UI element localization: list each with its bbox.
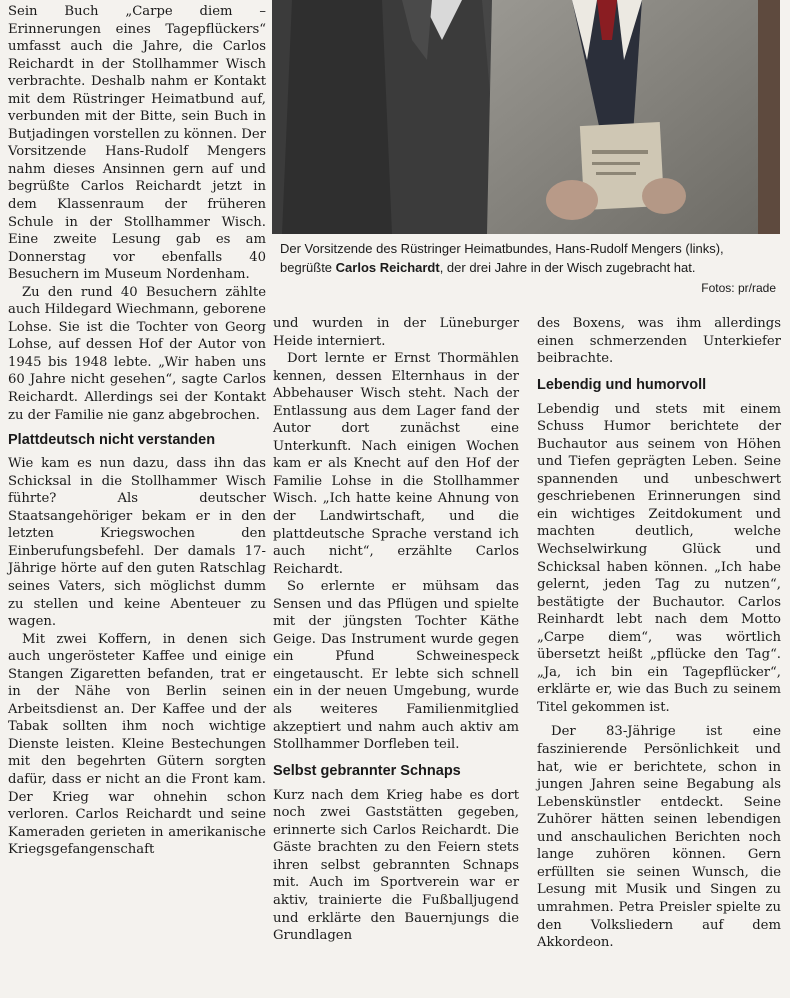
paragraph: So erlernte er mühsam das Sensen und das Pflügen und spielte mit der jüngsten Tochter Käthe Geige. Das Instrument wurde gegen ein Pfund Schweinespeck eingetauscht. Er lebte sich schnell ein in der neuen Umgebung, wurde als weiteres Familienmitglied akzeptiert und nahm auch aktiv am Stollhammer Dorfleben teil. <box>273 579 519 753</box>
caption-text: Der Vorsitzende des Rüstringer Heimatbundes, Hans-Rudolf Mengers (links), begrüßte <box>280 241 724 275</box>
paragraph: Lebendig und stets mit einem Schuss Humor berichtete der Buchautor aus seinem von Höhen und Tiefen geprägten Leben. Seine spannenden und unbeschwert geschriebenen Erinnerungen sind ein wichtiges Zeitdokument und machten deutlich, welche Wechselwirkung Glück und Schicksal haben können. „Ich habe gelernt, jeden Tag zu nutzen“, bestätigte der Buchautor. Carlos Reinhardt lebt nach dem Motto „Carpe diem“, was wörtlich übersetzt heißt „pflücke den Tag“. „Ja, ich bin ein Tagepflücker“, erklärte er, wie das Buch zu seinem Titel gekommen ist. <box>537 401 781 715</box>
subheading: Lebendig und humorvoll <box>537 376 707 393</box>
paragraph: Dort lernte er Ernst Thormählen kennen, dessen Elternhaus in der Abbehauser Wisch steht. Nach der Entlassung aus dem Lager fand der Autor dort zunächst eine Unterkunft. Nach einigen Wochen kam er als Knecht auf den Hof der Familie Lohse in die Stollhammer Wisch. „Ich hatte keine Ahnung von der Landwirtschaft, und die plattdeutsche Sprache verstand ich auch nicht“, erzählte Carlos Reichardt. <box>273 351 519 577</box>
paragraph: und wurden in der Lüneburger Heide interniert. <box>273 316 519 349</box>
paragraph: des Boxens, was ihm allerdings einen schmerzenden Unterkiefer beibrachte. <box>537 316 781 367</box>
caption-name: Carlos Reichardt <box>335 260 440 275</box>
article-column-1 <box>8 3 266 859</box>
subheading: Plattdeutsch nicht verstanden <box>8 432 216 449</box>
subheading: Selbst gebrannter Schnaps <box>273 762 461 779</box>
paragraph: Zu den rund 40 Besuchern zählte auch Hildegard Wiechmann, geborene Lohse. Sie ist die Tochter von Georg Lohse, auf dessen Hof der Autor von 1945 bis 1948 lebte. „Wir haben uns 60 Jahre nicht gesehen“, sagte Carlos Reichardt. Allerdings sei der Kontakt zu der Familie nie ganz abgebrochen. <box>8 284 266 423</box>
photo-illustration <box>272 0 780 234</box>
article-column-2 <box>273 315 519 945</box>
photo-credit: Fotos: pr/rade <box>701 281 776 295</box>
paragraph: Sein Buch „Carpe diem – Erinnerungen eines Tagepflückers“ umfasst auch die Jahre, die Carlos Reichardt in der Stollhammer Wisch verbrachte. Deshalb nahm er Kontakt mit dem Rüstringer Heimatbund auf, verbunden mit der Bitte, sein Buch in Butjadingen vorstellen zu können. Der Vorsitzende Hans-Rudolf Mengers nahm dieses Ansinnen gern auf und begrüßte Carlos Reichardt jetzt in dem Klassenraum der früheren Schule in der Stollhammer Wisch. Eine zweite Lesung gab es am Donnerstag vor ebenfalls 40 Besuchern im Museum Nordenham. <box>8 4 266 283</box>
caption-text-end: , der drei Jahre in der Wisch zugebracht hat. <box>439 260 696 275</box>
paragraph: Mit zwei Koffern, in denen sich auch ungerösteter Kaffee und einige Stangen Zigaretten befanden, trat er in der Nähe von Berlin seinen Arbeitsdienst an. Der Kaffee und der Tabak sollten ihm noch wichtige Dienste leisten. Kleine Bestechungen mit den begehrten Gütern sorgten dafür, dass er nicht an die Front kam. Der Krieg war ohnehin schon verloren. Carlos Reichardt und seine Kameraden gerieten in amerikanische Kriegsgefangenschaft <box>8 631 266 858</box>
paragraph: Der 83-Jährige ist eine faszinierende Persönlichkeit und hat, wie er berichtete, schon in jungen Jahren seine Begabung als Lebenskünstler entdeckt. Seine Zuhörer hätten seinen lebendigen und anschaulichen Berichten noch lange zuhören können. Gern erfüllten sie seinen Wunsch, die Lesung mit Musik und Singen zu umrahmen. Petra Preisler spielte zu den Volksliedern auf dem Akkordeon. <box>537 724 781 951</box>
photo-caption <box>280 239 775 277</box>
paragraph: Wie kam es nun dazu, dass ihn das Schicksal in die Stollhammer Wisch führte? Als deutscher Staatsangehöriger bekam er in den letzten Kriegswochen den Einberufungsbefehl. Der damals 17-Jährige hörte auf den guten Ratschlag seines Vaters, sich möglichst dumm zu stellen und keine Abenteuer zu wagen. <box>8 456 266 630</box>
paragraph: Kurz nach dem Krieg habe es dort noch zwei Gaststätten gegeben, erinnerte sich Carlos Reichardt. Die Gäste brachten zu den Feiern stets ihren selbst gebrannten Schnaps mit. Auch im Sportverein war er aktiv, trainierte die Fußballjugend und erklärte den Bauernjungs die Grundlagen <box>273 787 519 944</box>
article-column-3 <box>537 315 781 952</box>
article-photo <box>272 0 780 234</box>
